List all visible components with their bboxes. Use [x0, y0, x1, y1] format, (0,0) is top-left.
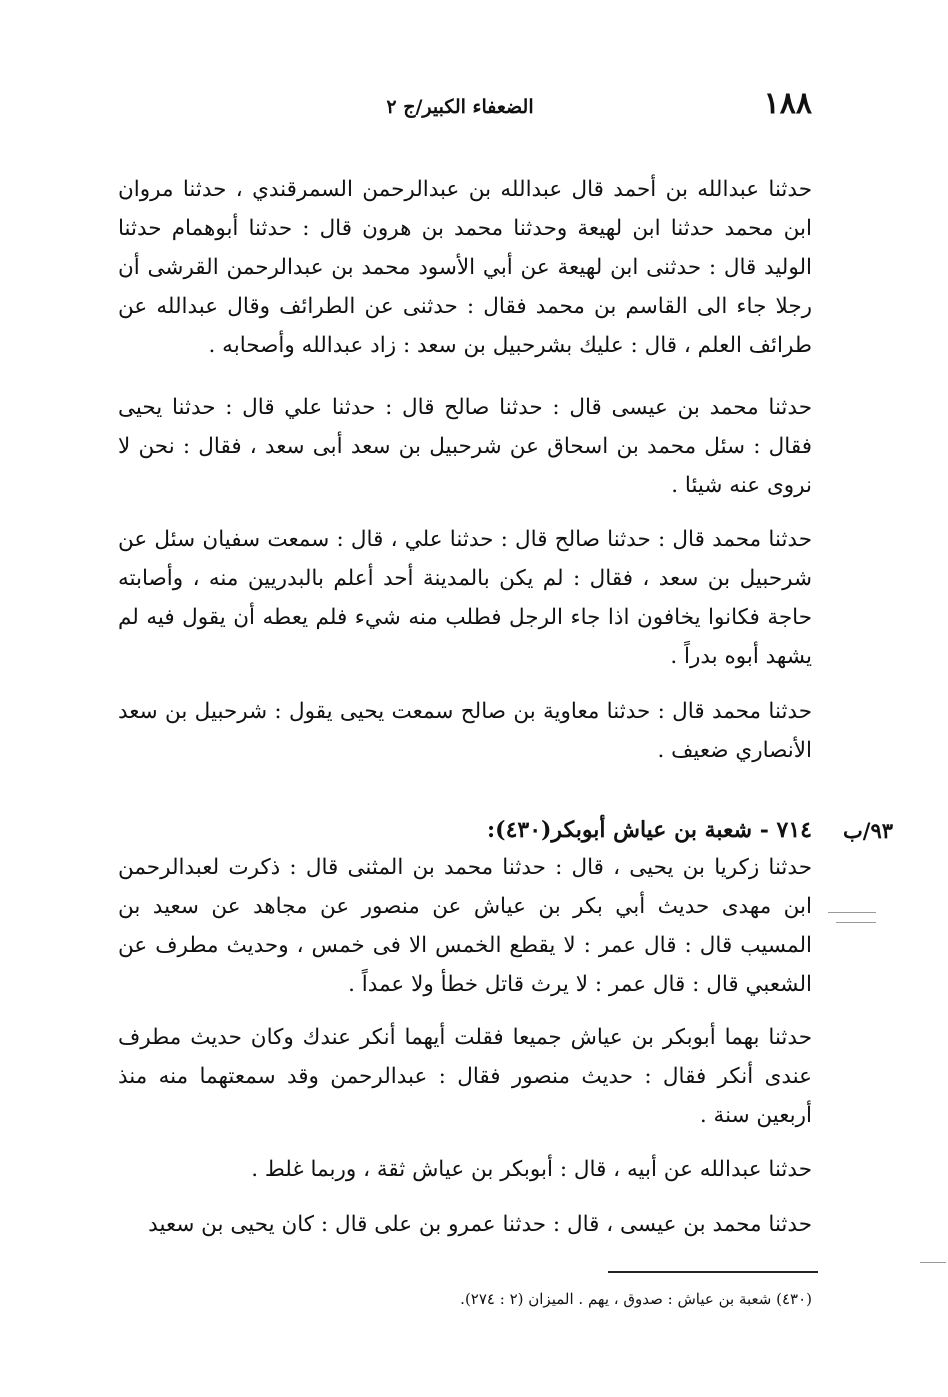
margin-mark [836, 922, 876, 923]
margin-mark [828, 912, 876, 913]
footnote: (٤٣٠) شعبة بن عياش : صدوق ، يهم . الميزان (٢ : ٢٧٤). [460, 1290, 812, 1308]
paragraph: حدثنا محمد قال : حدثنا معاوية بن صالح سمعت يحيى يقول : شرحبيل بن سعد الأنصاري ضعيف . [118, 699, 812, 763]
margin-reference: ٩٣/ب [842, 818, 893, 843]
entry-paragraph: حدثنا محمد بن عيسى ، قال : حدثنا عمرو بن على قال : كان يحيى بن سعيد [148, 1212, 812, 1237]
page-number: ١٨٨ [763, 86, 812, 121]
entry-paragraph: حدثنا زكريا بن يحيى ، قال : حدثنا محمد بن المثنى قال : ذكرت لعبدالرحمن ابن مهدى حديث أبي بكر بن عياش عن منصور عن مجاهد عن سعيد بن المسيب قال : قال عمر : لا يقطع الخمس الا فى خمس ، وحديث مطرف عن الشعبي قال : قال عمر : لا يرث قاتل خطأ ولا عمداً . [118, 855, 812, 997]
margin-mark [920, 1262, 946, 1263]
paragraph: حدثنا عبدالله بن أحمد قال عبدالله بن عبدالرحمن السمرقندي ، حدثنا مروان ابن محمد حدثنا ابن لهيعة وحدثنا محمد بن هرون قال : حدثنا أبوهمام حدثنا الوليد قال : حدثنى ابن لهيعة عن أبي الأسود محمد بن عبدالرحمن القرشى أن رجلا جاء الى القاسم بن محمد فقال : حدثنى عن الطرائف وقال عبدالله عن طرائف العلم ، قال : عليك بشرحبيل بن سعد : زاد عبدالله وأصحابه . [118, 177, 812, 358]
entry-paragraph: حدثنا عبدالله عن أبيه ، قال : أبوبكر بن عياش ثقة ، وربما غلط . [251, 1157, 812, 1182]
footnote-rule [608, 1271, 818, 1273]
entry-paragraph: حدثنا بهما أبوبكر بن عياش جميعا فقلت أيهما أنكر عندك وكان حديث مطرف عندى أنكر فقال : حديث منصور فقال : عبدالرحمن وقد سمعتهما منه منذ أربعين سنة . [118, 1025, 812, 1128]
paragraph: حدثنا محمد بن عيسى قال : حدثنا صالح قال : حدثنا علي قال : حدثنا يحيى فقال : سئل محمد بن اسحاق عن شرحبيل بن سعد أبى سعد ، فقال : نحن لا نروى عنه شيئا . [118, 395, 812, 498]
paragraph: حدثنا محمد قال : حدثنا صالح قال : حدثنا علي ، قال : سمعت سفيان سئل عن شرحبيل بن سعد ، فقال : لم يكن بالمدينة أحد أعلم بالبدريين منه ، وأصابته حاجة فكانوا يخافون اذا جاء الرجل فطلب منه شيء فلم يعطه أن يقول فيه لم يشهد أبوه بدراً . [118, 527, 812, 669]
running-head: الضعفاء الكبير/ج ٢ [386, 96, 534, 118]
entry-heading: ٧١٤ - شعبة بن عياش أبوبكر(٤٣٠): [487, 817, 812, 843]
